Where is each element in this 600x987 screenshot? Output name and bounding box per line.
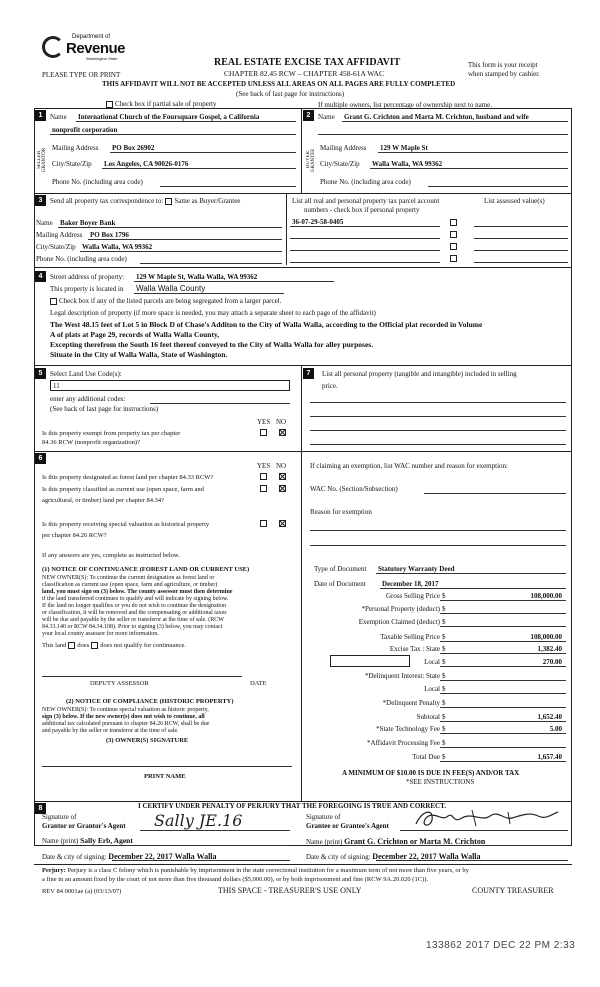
buyer-name-label: Name [318, 113, 335, 121]
buyer-city-label: City/State/Zip [320, 160, 360, 168]
historic-q1: Is this property receiving special valuation as historical property [42, 521, 210, 528]
exempt-q1: Is this property exempt from property tax per chapter [42, 430, 181, 437]
parcel-number[interactable]: 36-07-29-58-0405 [292, 218, 344, 226]
land-use-code: 11 [53, 382, 60, 390]
buyer-addr[interactable]: 129 W Maple St [380, 144, 428, 152]
legal-line-2[interactable]: A of plats at Page 29, records of Walla Walla County, [50, 330, 220, 339]
sec5-yes: YES [257, 418, 271, 426]
assessed-header: List assessed value(s) [484, 197, 545, 205]
delinq-state-currency: $ [442, 672, 446, 680]
section-4-number: 4 [35, 271, 46, 282]
forest-question: Is this property designated as forest land per chapter 84.33 RCW? [42, 474, 214, 481]
notice2-line3: additional tax calculated pursuant to chapter 84.26 RCW, shall be due [42, 721, 210, 727]
local-value[interactable]: 270.00 [542, 658, 562, 666]
grantor-date-label: Date & city of signing: [42, 853, 107, 861]
doc-date-label: Date of Document [314, 580, 366, 588]
notice1-line3: land, you must sign on (3) below. The county assessor must then determine [42, 589, 233, 595]
county-treasurer: COUNTY TREASURER [472, 886, 554, 895]
segregated-label: Check box if any of the listed parcels are being segregated from a larger parcel. [59, 297, 282, 305]
taxable-label: Taxable Selling Price [380, 633, 440, 641]
qualify-label: qualify for continuance. [123, 642, 187, 649]
sec3-label-row [50, 197, 240, 205]
exempt-no-checkbox[interactable] [279, 429, 286, 436]
notice2-title: (2) NOTICE OF COMPLIANCE (HISTORIC PROPERTY) [66, 698, 234, 705]
perjury-text-2: a fine in an amount fixed by the court of not more than five thousand dollars ($5,000.00), or by both imprisonment and fine (RCW 9A.20.020 (1C)). [42, 876, 429, 883]
buyer-city[interactable]: Walla Walla, WA 99362 [372, 160, 443, 168]
reason-label: Reason for exemption [310, 508, 372, 516]
notice1-title: (1) NOTICE OF CONTINUANCE (FOREST LAND OR CURRENT USE) [42, 566, 250, 573]
grantor-signature[interactable]: Sally JE.16 [154, 811, 243, 830]
parcel-header-2: numbers - check box if personal property [304, 206, 420, 214]
grantee-sig-label: Signature of [306, 813, 341, 821]
notice1-line6: or classification, it will be removed and the compensating or additional taxes [42, 610, 227, 616]
form-title: REAL ESTATE EXCISE TAX AFFIDAVIT [214, 57, 401, 68]
sec6-yes: YES [257, 462, 271, 470]
subtotal-currency: $ [442, 713, 446, 721]
certify-statement: I CERTIFY UNDER PENALTY OF PERJURY THAT THE FOREGOING IS TRUE AND CORRECT. [138, 802, 447, 810]
personal-label: *Personal Property (deduct) [361, 605, 440, 613]
additional-codes-label: enter any additional codes: [50, 395, 126, 403]
grantor-agent-label: Grantor or Grantor's Agent [42, 822, 126, 830]
parcel-2-checkbox[interactable] [450, 231, 457, 238]
grantor-sig-label: Signature of [42, 813, 77, 821]
see-back: (See back of last page for instructions) [236, 90, 345, 98]
land-label: This land [42, 642, 67, 649]
notice2-line4: and payable by the seller or transferor at the time of sale. [42, 728, 179, 734]
notice1-line4: if the land transferred continues to qualify and will indicate by signing below. [42, 596, 229, 602]
does-checkbox[interactable] [68, 642, 75, 649]
please-type: PLEASE TYPE OR PRINT [42, 71, 121, 79]
buyer-addr-label: Mailing Address [320, 144, 367, 152]
forest-yes-checkbox[interactable] [260, 473, 267, 480]
sec5-no: NO [276, 418, 287, 426]
local-box[interactable] [330, 655, 410, 667]
does-not-checkbox[interactable] [91, 642, 98, 649]
tech-fee-currency: $ [442, 725, 446, 733]
sec3-addr-label: Mailing Address [36, 231, 83, 239]
seller-city-label: City/State/Zip [52, 160, 92, 168]
segregated-checkbox[interactable] [50, 298, 57, 305]
section-8-number: 8 [35, 803, 46, 814]
current-use-yes-checkbox[interactable] [260, 485, 267, 492]
grantor-date[interactable]: December 22, 2017 Walla Walla [108, 852, 217, 861]
taxable-currency: $ [442, 633, 446, 641]
personal-currency: $ [442, 605, 446, 613]
grantor-name[interactable]: Sally Erb, Agent [80, 836, 133, 845]
seller-name-label: Name [50, 113, 67, 121]
delinq-state-label: *Delinquent Interest: State [364, 672, 440, 680]
tech-fee-value[interactable]: 5.00 [549, 725, 562, 733]
segregated-row [48, 297, 281, 305]
section-3-number: 3 [35, 195, 46, 206]
excise-state-label: Excise Tax : State [389, 645, 440, 653]
doc-date[interactable]: December 18, 2017 [382, 580, 439, 588]
personal-prop-line2: price. [322, 382, 338, 390]
notice1-line7: will be due and payable by the seller or transferor at the time of sale. (RCW [42, 617, 224, 623]
sec3-addr[interactable]: PO Box 1796 [90, 231, 129, 239]
located-county[interactable]: Walla Walla County [136, 284, 206, 293]
land-use-code-box[interactable] [50, 380, 290, 391]
current-use-q2: agricultural, or timber) land per chapter 84.34? [42, 497, 165, 504]
excise-state-currency: $ [442, 645, 446, 653]
multiple-owners: If multiple owners, list percentage of ownership next to name. [318, 101, 492, 109]
historic-no-checkbox[interactable] [279, 520, 286, 527]
parcel-3-checkbox[interactable] [450, 243, 457, 250]
personal-prop-line1: List all personal property (tangible and intangible) included in selling [322, 370, 517, 378]
seller-name-1[interactable]: International Church of the Foursquare Gospel, a California [78, 113, 260, 121]
gross-value[interactable]: 108,000.00 [530, 592, 562, 600]
taxable-value[interactable]: 108,000.00 [530, 633, 562, 641]
receipt-line2: when stamped by cashier. [468, 70, 540, 78]
minimum-notice: A MINIMUM OF $10.00 IS DUE IN FEE(S) AND/OR TAX [342, 769, 520, 777]
grantee-name-label: Name (print) [306, 838, 343, 846]
perjury-label: Perjury: [42, 867, 66, 874]
subtotal-label: Subtotal [416, 713, 440, 721]
seller-city[interactable]: Los Angeles, CA 90026-0176 [104, 160, 189, 168]
sec3-name[interactable]: Baker Boyer Bank [60, 219, 116, 227]
exemption-currency: $ [442, 618, 446, 626]
sec5-see-back: (See back of last page for instructions) [50, 405, 159, 413]
subtotal-value[interactable]: 1,652.40 [537, 713, 562, 721]
section-6-number: 6 [35, 453, 46, 464]
sec3-name-label: Name [36, 219, 53, 227]
logo-dept: Department of [72, 34, 111, 40]
legal-line-1[interactable]: The West 48.15 feet of Lot 5 in Block D of Chase's Additon to the City of Walla Walla, according to the Official plat recorded in Volume [50, 320, 483, 329]
land-use-label: Select Land Use Code(s): [50, 370, 122, 378]
exemption-label: Exemption Claimed (deduct) [358, 618, 440, 626]
notice1-line1: NEW OWNER(S): To continue the current designation as forest land or [42, 575, 215, 581]
gross-currency: $ [442, 592, 446, 600]
logo-swoosh-icon [42, 36, 64, 58]
forest-no-checkbox[interactable] [279, 473, 286, 480]
wac-label: WAC No. (Section/Subsection) [310, 485, 398, 493]
legal-line-3[interactable]: Excepting therefrom the South 16 feet thereof conveyed to the City of Walla Walla for alley purposes. [50, 340, 374, 349]
notice2-line1: NEW OWNER(S): To continue special valuation as historic property, [42, 707, 209, 713]
notice1-line9: your local county assessor for more information. [42, 631, 159, 637]
sec6-no: NO [276, 462, 287, 470]
seller-addr-label: Mailing Address [52, 144, 99, 152]
affidavit-fee-label: *Affidavit Processing Fee [367, 739, 440, 747]
parcel-4-checkbox[interactable] [450, 255, 457, 262]
partial-sale-checkbox[interactable] [106, 101, 113, 108]
street-label: Street address of property: [50, 273, 125, 281]
current-use-no-checkbox[interactable] [279, 485, 286, 492]
form-warning: THIS AFFIDAVIT WILL NOT BE ACCEPTED UNLESS ALL AREAS ON ALL PAGES ARE FULLY COMPLETED [102, 80, 456, 88]
grantee-date-label: Date & city of signing: [306, 853, 371, 861]
date-label: DATE [250, 680, 267, 687]
section-1-number: 1 [35, 110, 46, 121]
total-label: Total Due [412, 753, 440, 761]
affidavit-fee-currency: $ [442, 739, 446, 747]
notice1-line8: 84.33.140 or RCW 84.34.108). Prior to signing (3) below, you may contact [42, 624, 223, 630]
same-as-buyer-label: Same as Buyer/Grantee [174, 197, 241, 205]
buyer-side-label: BUYER GRANTEE [306, 148, 316, 172]
grantee-name[interactable]: Grant G. Crichton or Marta M. Crichton [344, 837, 486, 846]
partial-sale-row [104, 100, 216, 108]
doc-type[interactable]: Statutory Warranty Deed [378, 565, 455, 573]
partial-sale-label: Check box if partial sale of property [115, 100, 217, 108]
current-use-q1: Is this property classified as current use (open space, farm and [42, 486, 204, 493]
does-label: does [77, 642, 90, 649]
does-not-label: does not [100, 642, 123, 649]
legal-label: Legal description of property (if more space is needed, you may attach a separate sheet to each page of the affidavit) [50, 309, 376, 317]
exempt-q2: 84.36 RCW (nonprofit organization)? [42, 439, 140, 446]
grantee-date[interactable]: December 22, 2017 Walla Walla [372, 852, 481, 861]
street-address[interactable]: 129 W Maple St, Walla Walla, WA 99362 [136, 273, 258, 281]
sec3-city-label: City/State/Zip [36, 243, 76, 251]
delinq-local-currency: $ [442, 685, 446, 693]
rev-number: REV 84 0001ae (a) (03/13/07) [42, 888, 122, 895]
local-currency: $ [442, 658, 446, 666]
historic-q2: per chapter 84.26 RCW? [42, 532, 107, 539]
historic-yes-checkbox[interactable] [260, 520, 267, 527]
receipt-stamp: 133862 2017 DEC 22 PM 2:33 [426, 940, 576, 951]
notice3-title: (3) OWNER(S) SIGNATURE [106, 737, 189, 744]
see-instructions: *SEE INSTRUCTIONS [406, 778, 475, 786]
gross-label: Gross Selling Price [385, 592, 440, 600]
perjury-text-1: Perjury is a class C felony which is punishable by imprisonment in the state correctional institution for a maximum term of not more than five years, or by [67, 867, 469, 874]
notice2-line2: sign (3) below. If the new owner(s) does not wish to continue, all [42, 714, 205, 720]
grantor-name-label: Name (print) [42, 837, 79, 845]
notice1-line5: If the land no longer qualifies or you do not wish to continue the designation [42, 603, 226, 609]
seller-side-label: SELLER GRANTOR [37, 147, 47, 173]
delinq-local-label: Local [424, 685, 440, 693]
tech-fee-label: *State Technology Fee [376, 725, 440, 733]
delinq-penalty-label: *Delinquent Penalty [382, 699, 440, 707]
revenue-logo [42, 34, 132, 64]
exempt-yes-checkbox[interactable] [260, 429, 267, 436]
section-5-number: 5 [35, 368, 46, 379]
total-value[interactable]: 1,657.40 [537, 753, 562, 761]
seller-name-2[interactable]: nonprofit corporation [52, 126, 118, 134]
same-as-buyer-checkbox[interactable] [165, 198, 172, 205]
located-label: This property is located in [50, 285, 124, 293]
if-yes-instructions: If any answers are yes, complete as instructed below. [42, 552, 180, 559]
exemption-claim-label: If claiming an exemption, list WAC number and reason for exemption: [310, 462, 508, 470]
seller-addr[interactable]: PO Box 26902 [112, 144, 155, 152]
receipt-line1: This form is your receipt [468, 61, 538, 69]
print-name-label: PRINT NAME [144, 773, 186, 780]
logo-revenue: Revenue [66, 40, 126, 57]
parcel-1-checkbox[interactable] [450, 219, 457, 226]
doc-type-label: Type of Document [314, 565, 367, 573]
form-chapter: CHAPTER 82.45 RCW – CHAPTER 458-61A WAC [224, 69, 384, 78]
parcel-header-1: List all real and personal property tax parcel account [292, 197, 440, 205]
logo-state: Washington State [86, 56, 118, 61]
perjury-line1 [42, 867, 469, 874]
sec3-phone-label: Phone No. (including area code) [36, 255, 127, 263]
section-2-number: 2 [303, 110, 314, 121]
buyer-phone-label: Phone No. (including area code) [320, 178, 411, 186]
buyer-name[interactable]: Grant G. Crichton and Marta M. Crichton, husband and wife [344, 113, 529, 121]
sec3-city[interactable]: Walla Walla, WA 99362 [82, 243, 153, 251]
delinq-penalty-currency: $ [442, 699, 446, 707]
grantee-signature[interactable] [412, 806, 562, 830]
deputy-assessor-label: DEPUTY ASSESSOR [90, 680, 149, 687]
legal-line-4[interactable]: Situate in the City of Walla Walla, State of Washington. [50, 350, 228, 359]
grantee-agent-label: Grantee or Grantee's Agent [306, 822, 389, 830]
notice1-line2: classification as current use (open space, farm and agriculture, or timber) [42, 582, 218, 588]
sec3-label: Send all property tax correspondence to: [50, 197, 164, 205]
seller-phone-label: Phone No. (including area code) [52, 178, 143, 186]
treasurer-use: THIS SPACE - TREASURER'S USE ONLY [218, 886, 362, 895]
excise-state-value[interactable]: 1,382.40 [537, 645, 562, 653]
section-7-number: 7 [303, 368, 314, 379]
total-currency: $ [442, 753, 446, 761]
qualify-row [42, 642, 186, 649]
local-label: Local [424, 658, 440, 666]
